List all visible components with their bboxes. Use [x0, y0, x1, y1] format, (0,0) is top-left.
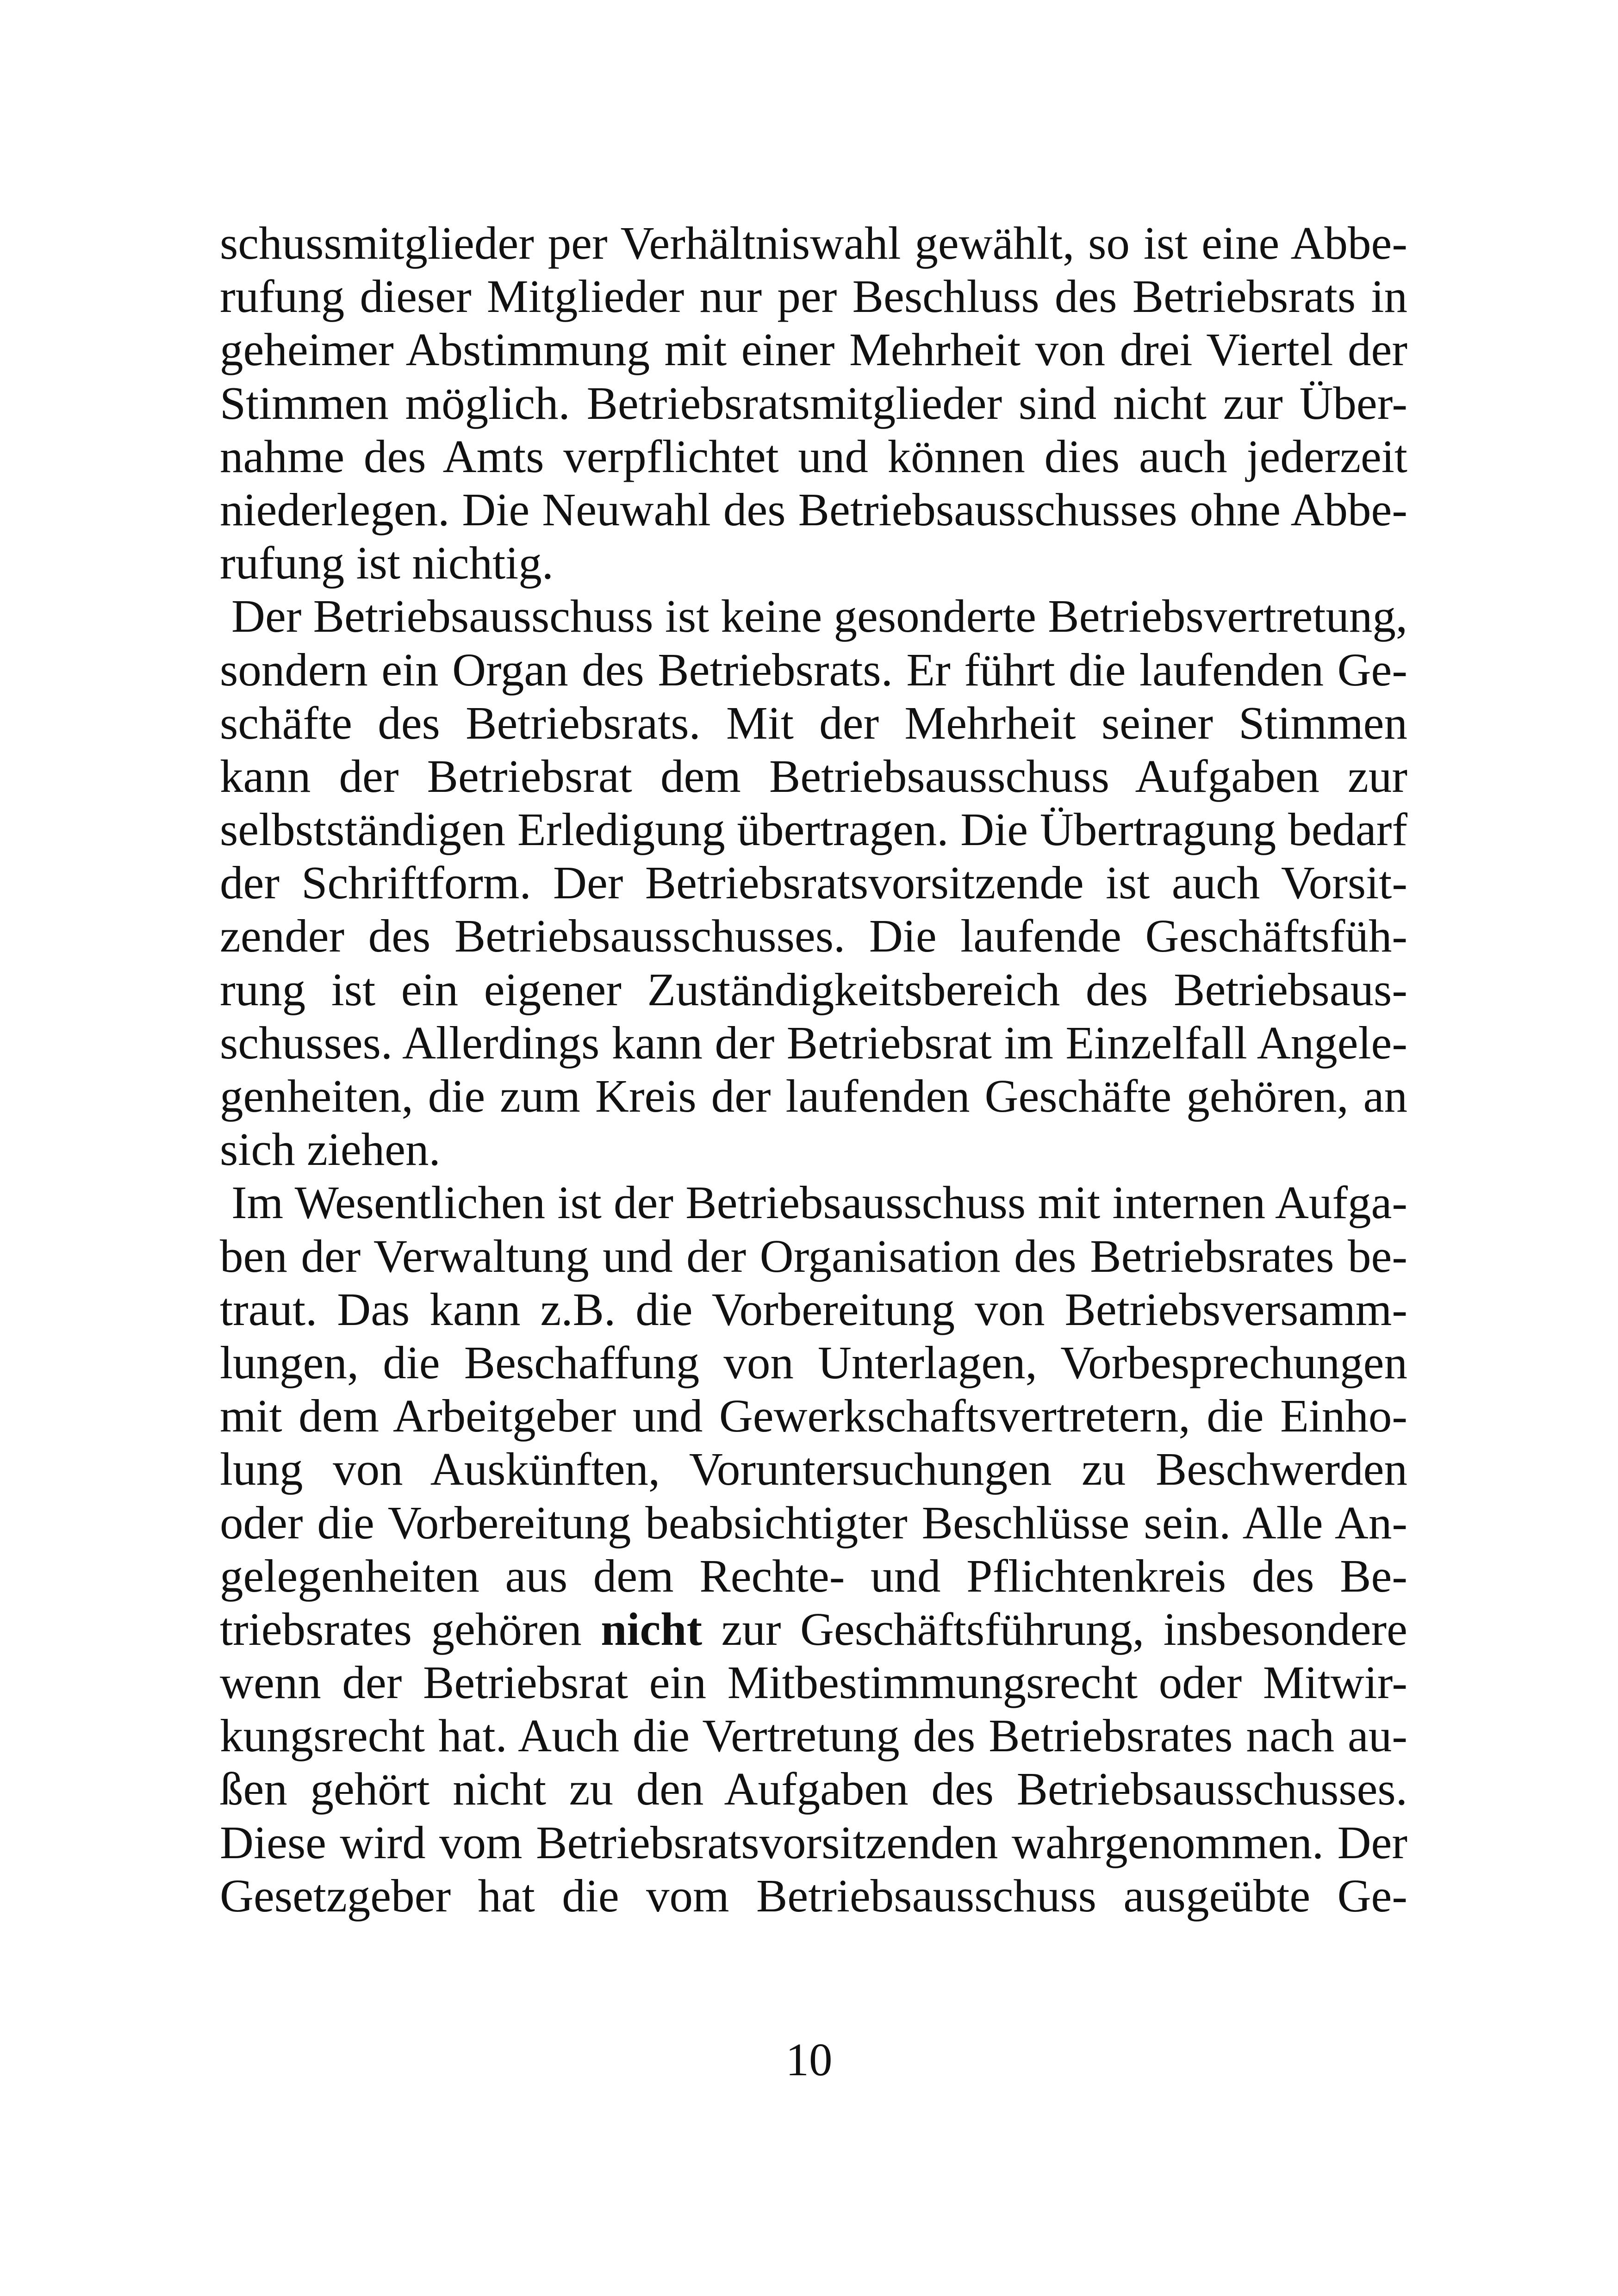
text-line: schussmitglieder per Verhältniswahl gewählt, so ist eine Abbe- [220, 217, 1407, 269]
text-line: selbstständigen Erledigung übertragen. Die Übertragung bedarf [220, 803, 1407, 856]
text-line: wenn der Betriebsrat ein Mitbestimmungsrecht oder Mitwir- [220, 1656, 1407, 1709]
text-line-with-emphasis [220, 1603, 1407, 1656]
text-line: schäfte des Betriebsrats. Mit der Mehrheit seiner Stimmen [220, 697, 1407, 749]
text-line: lungen, die Beschaffung von Unterlagen, Vorbesprechungen [220, 1336, 1407, 1388]
text-line: nahme des Amts verpflichtet und können dies auch jederzeit [220, 430, 1407, 482]
text-line: niederlegen. Die Neuwahl des Betriebsausschusses ohne Abbe- [220, 483, 1407, 535]
page-number: 10 [785, 2034, 833, 2085]
text-line: kann der Betriebsrat dem Betriebsausschuss Aufgaben zur [220, 750, 1407, 802]
text-line: Im Wesentlichen ist der Betriebsausschuss mit internen Aufga- [231, 1176, 1407, 1229]
text-line: Diese wird vom Betriebsratsvorsitzenden wahrgenommen. Der [220, 1816, 1407, 1868]
text-segment: triebsrates gehören [220, 1603, 582, 1655]
text-line: genheiten, die zum Kreis der laufenden Geschäfte gehören, an [220, 1070, 1407, 1122]
text-line: gelegenheiten aus dem Rechte- und Pflichtenkreis des Be- [220, 1549, 1407, 1602]
text-line: sondern ein Organ des Betriebsrats. Er führt die laufenden Ge- [220, 643, 1407, 696]
text-line: mit dem Arbeitgeber und Gewerkschaftsvertretern, die Einho- [220, 1390, 1407, 1442]
text-line: traut. Das kann z.B. die Vorbereitung von Betriebsversamm- [220, 1283, 1407, 1335]
text-line: geheimer Abstimmung mit einer Mehrheit von drei Viertel der [220, 324, 1407, 376]
text-line: Der Betriebsausschuss ist keine gesonderte Betriebsvertretung, [231, 590, 1408, 642]
body-text [220, 217, 1407, 1923]
text-line: oder die Vorbereitung beabsichtigter Beschlüsse sein. Alle An- [220, 1496, 1407, 1549]
text-line: ßen gehört nicht zu den Aufgaben des Betriebsausschusses. [220, 1763, 1407, 1815]
text-line: Gesetzgeber hat die vom Betriebsausschuss ausgeübte Ge- [220, 1869, 1407, 1922]
text-line: ben der Verwaltung und der Organisation des Betriebsrates be- [220, 1230, 1407, 1282]
text-line: der Schriftform. Der Betriebsratsvorsitzende ist auch Vorsit- [220, 857, 1407, 909]
emphasis-word: nicht [601, 1603, 703, 1655]
text-line: kungsrecht hat. Auch die Vertretung des Betriebsrates nach au- [220, 1710, 1407, 1762]
text-line: sich ziehen. [220, 1123, 441, 1176]
text-line: zender des Betriebsausschusses. Die laufende Geschäftsfüh- [220, 910, 1407, 962]
text-line: rufung dieser Mitglieder nur per Beschluss des Betriebsrats in [220, 270, 1407, 323]
text-line: lung von Auskünften, Voruntersuchungen zu Beschwerden [220, 1443, 1407, 1495]
text-line: rung ist ein eigener Zuständigkeitsbereich des Betriebsaus- [220, 963, 1407, 1015]
text-line: rufung ist nichtig. [220, 537, 554, 589]
text-segment: zur Geschäftsführung, insbesondere [721, 1603, 1407, 1655]
text-line: schusses. Allerdings kann der Betriebsrat im Einzelfall Angele- [220, 1016, 1407, 1069]
text-line: Stimmen möglich. Betriebsratsmitglieder sind nicht zur Über- [220, 377, 1407, 429]
